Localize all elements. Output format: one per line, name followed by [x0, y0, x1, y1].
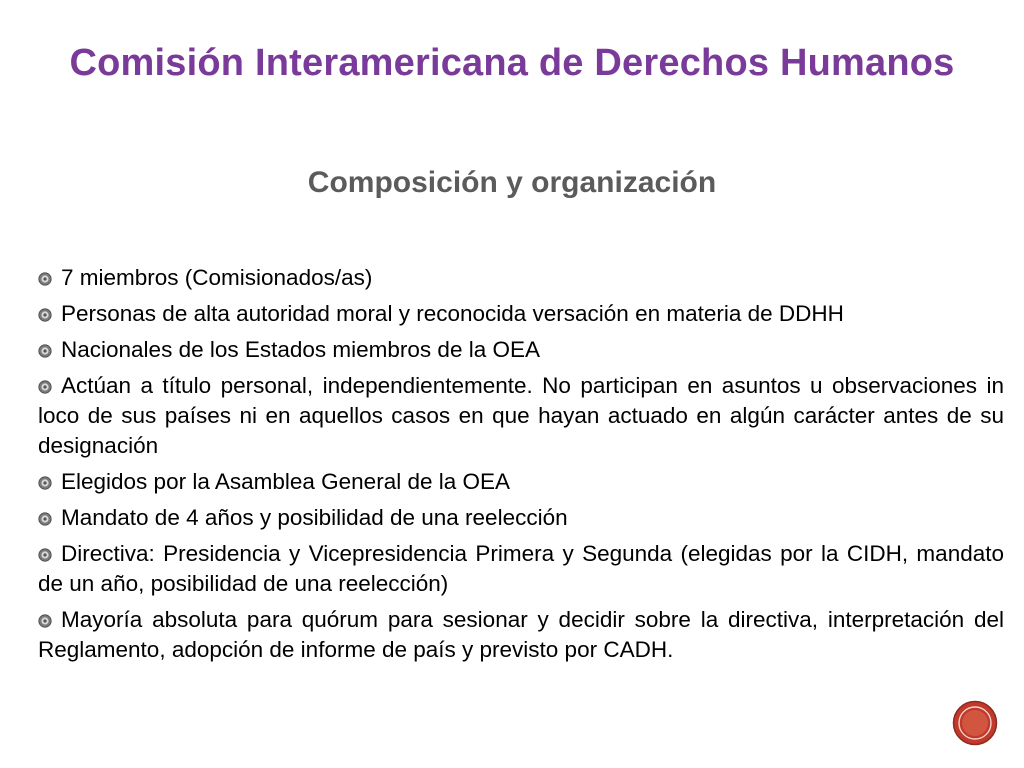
bullet-text: Nacionales de los Estados miembros de la OEA [61, 337, 540, 362]
red-circle-badge-icon [952, 700, 998, 746]
round-bullet-icon [38, 344, 52, 358]
list-item [38, 539, 1004, 599]
slide-title: Comisión Interamericana de Derechos Humanos [69, 42, 955, 84]
list-item [38, 503, 1004, 533]
round-bullet-icon [38, 380, 52, 394]
list-item [38, 335, 1004, 365]
round-bullet-icon [38, 614, 52, 628]
list-item [38, 299, 1004, 329]
slide-subtitle: Composición y organización [307, 166, 717, 199]
list-item [38, 467, 1004, 497]
list-item [38, 263, 1004, 293]
bullet-text: Personas de alta autoridad moral y reconocida versación en materia de DDHH [61, 301, 844, 326]
bullet-list [38, 263, 1004, 671]
bullet-text: Mandato de 4 años y posibilidad de una reelección [61, 505, 568, 530]
list-item [38, 371, 1004, 461]
round-bullet-icon [38, 548, 52, 562]
bullet-text: Actúan a título personal, independientemente. No participan en asuntos u observaciones in loco de sus países ni en aquellos casos en que hayan actuado en algún carácter antes de su designación [38, 373, 1004, 458]
round-bullet-icon [38, 272, 52, 286]
round-bullet-icon [38, 308, 52, 322]
bullet-text: Directiva: Presidencia y Vicepresidencia Primera y Segunda (elegidas por la CIDH, mandato de un año, posibilidad de una reelección) [38, 541, 1004, 596]
bullet-text: 7 miembros (Comisionados/as) [61, 265, 373, 290]
list-item [38, 605, 1004, 665]
round-bullet-icon [38, 476, 52, 490]
bullet-text: Elegidos por la Asamblea General de la OEA [61, 469, 511, 494]
bullet-text: Mayoría absoluta para quórum para sesionar y decidir sobre la directiva, interpretación del Reglamento, adopción de informe de país y previsto por CADH. [38, 607, 1004, 662]
round-bullet-icon [38, 512, 52, 526]
